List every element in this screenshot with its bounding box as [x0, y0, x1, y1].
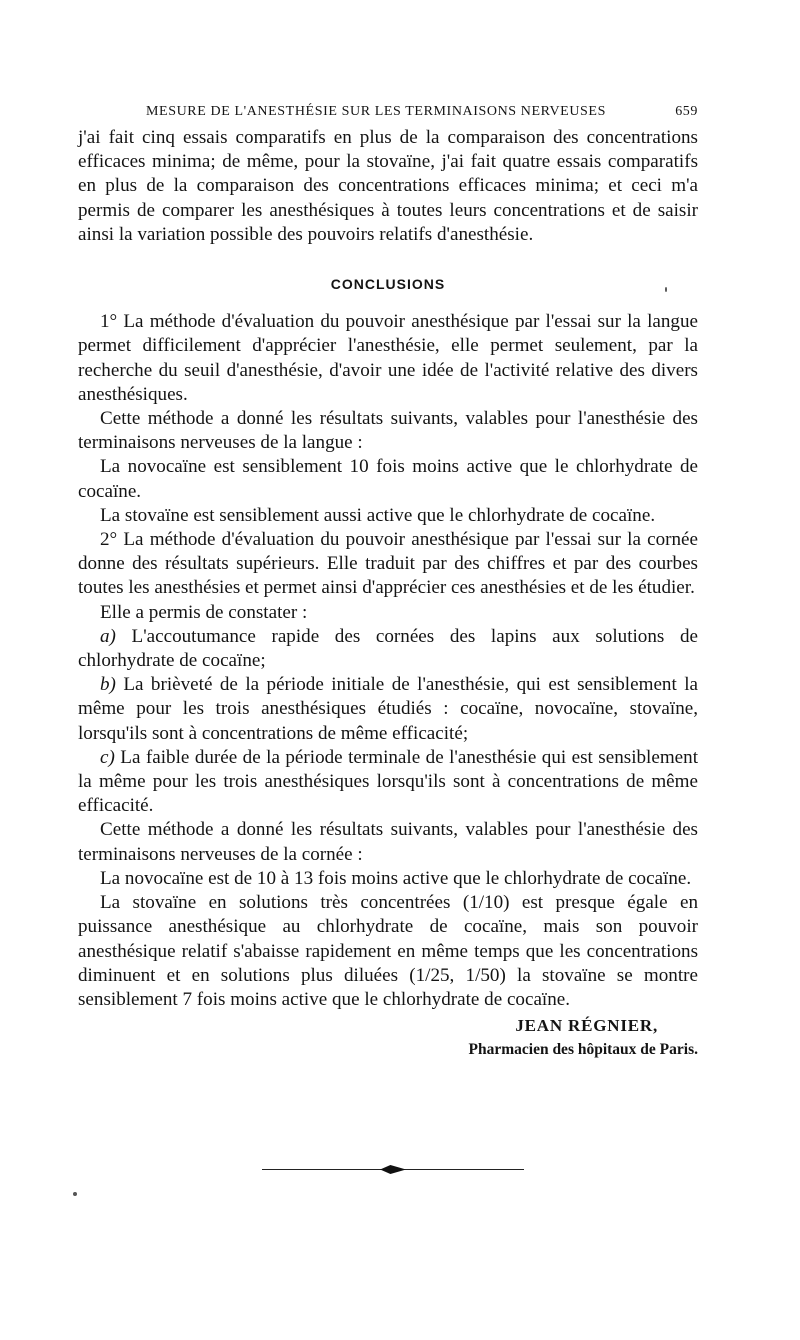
page-number: 659: [675, 104, 698, 119]
list-item-c: [78, 746, 698, 819]
conclusion-paragraph-1: 1° La méthode d'évaluation du pouvoir anesthésique par l'essai sur la langue permet difficilement d'apprécier l'anesthésie, elle permet seulement, par la recherche du seuil d'anesthésie, d'avoir une idée de l'activité relative des divers anesthésiques.: [78, 311, 698, 405]
list-item-b-text: La brièveté de la période initiale de l'anesthésie, qui est sensiblement la même pour les trois anesthésiques étudiés : cocaïne, novocaïne, stovaïne, lorsqu'ils sont à concentrations de même efficacité;: [78, 674, 698, 744]
author-name: JEAN RÉGNIER,: [515, 1016, 658, 1036]
running-head-title: MESURE DE L'ANESTHÉSIE SUR LES TERMINAISONS NERVEUSES: [146, 104, 606, 119]
list-item-a-text: L'accoutumance rapide des cornées des lapins aux solutions de chlorhydrate de cocaïne;: [78, 625, 698, 672]
running-head: [78, 104, 698, 126]
signature-block: [78, 1014, 698, 1062]
conclusion-paragraph-8: La novocaïne est de 10 à 13 fois moins active que le chlorhydrate de cocaïne.: [100, 867, 692, 889]
article-text: [78, 126, 698, 1012]
conclusions-heading: CONCLUSIONS: [330, 276, 446, 293]
conclusion-paragraph-2: Cette méthode a donné les résultats suivants, valables pour l'anesthésie des terminaisons nerveuses de la langue :: [78, 408, 698, 454]
list-item-b-label: b): [100, 674, 116, 696]
author-role: Pharmacien des hôpitaux de Paris.: [468, 1041, 698, 1059]
print-speck: [73, 1192, 77, 1196]
conclusion-paragraph-7: Cette méthode a donné les résultats suivants, valables pour l'anesthésie des terminaisons nerveuses de la cornée :: [78, 819, 698, 865]
conclusion-paragraph-9: La stovaïne en solutions très concentrées (1/10) est presque égale en puissance anesthésique au chlorhydrate de cocaïne, mais son pouvoir anesthésique relatif s'abaisse rapidement en même temps que les concentrations diminuent et en solutions plus diluées (1/25, 1/50) la stovaïne se montre sensiblement 7 fois moins active que le chlorhydrate de cocaïne.: [78, 892, 698, 1010]
diamond-ornament-icon: [380, 1165, 406, 1174]
conclusion-paragraph-3: La novocaïne est sensiblement 10 fois moins active que le chlorhydrate de cocaïne.: [78, 456, 698, 502]
list-item-a: [78, 625, 698, 673]
conclusion-paragraph-6: Elle a permis de constater :: [100, 601, 308, 623]
list-item-c-label: c): [100, 746, 115, 768]
conclusion-paragraph-4: La stovaïne est sensiblement aussi active que le chlorhydrate de cocaïne.: [100, 504, 656, 526]
list-item-a-label: a): [100, 625, 116, 647]
page-body: [78, 104, 698, 1062]
list-item-b: [78, 673, 698, 746]
list-item-c-text: La faible durée de la période terminale de l'anesthésie qui est sensiblement la même pour les trois anesthésiques lorsqu'ils sont à concentrations de même efficacité.: [78, 746, 698, 817]
conclusion-paragraph-5: 2° La méthode d'évaluation du pouvoir anesthésique par l'essai sur la cornée donne des résultats supérieurs. Elle traduit par des chiffres et par des courbes toutes les anesthésies et permet ainsi d'apprécier ces anesthésies et de les étudier.: [78, 529, 698, 599]
end-separator: [262, 1163, 524, 1177]
print-speck: [665, 287, 667, 292]
intro-paragraph: j'ai fait cinq essais comparatifs en plus de la comparaison des concentrations efficaces minima; de même, pour la stovaïne, j'ai fait quatre essais comparatifs en plus de la comparaison des concentrations efficaces minima; et ceci m'a permis de comparer les anesthésiques à toutes leurs concentrations et de saisir ainsi la variation possible des pouvoirs relatifs d'anesthésie.: [78, 127, 698, 245]
